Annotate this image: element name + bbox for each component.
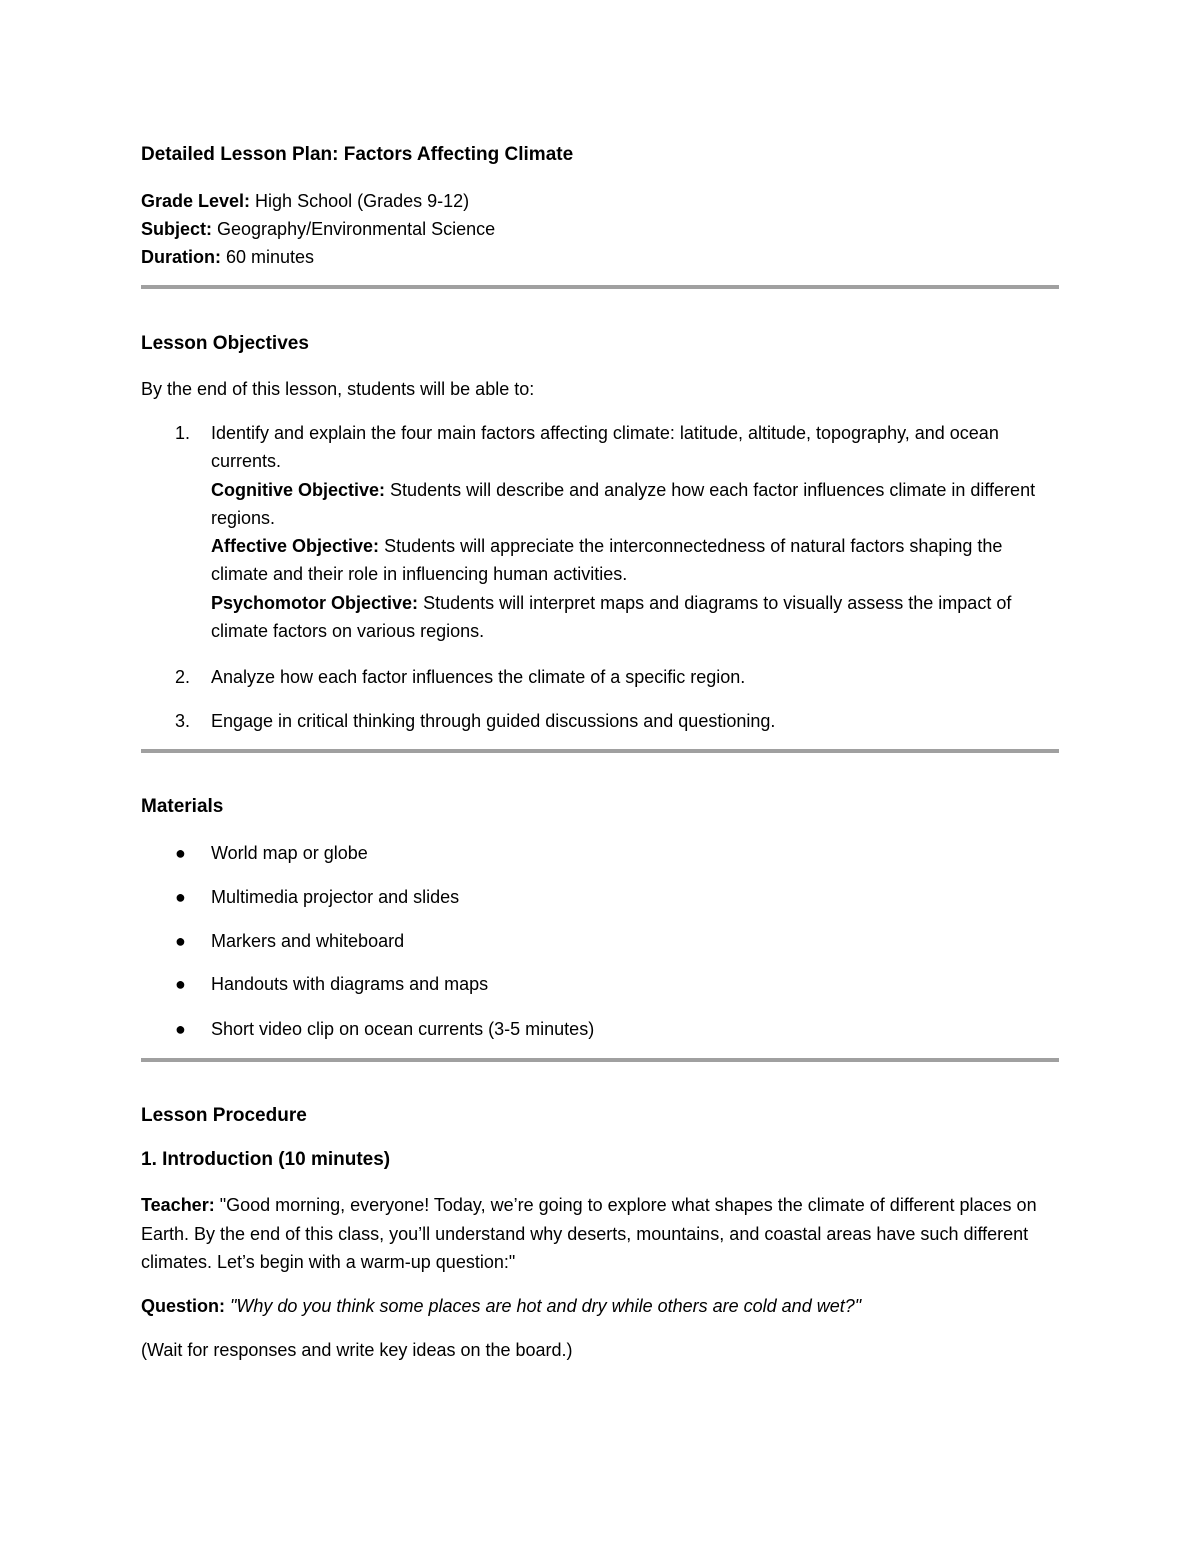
question-text: "Why do you think some places are hot and dry while others are cold and wet?" xyxy=(225,1296,862,1316)
teacher-text: "Good morning, everyone! Today, we’re going to explore what shapes the climate of different places on Earth. By the end of this class, you’ll understand why deserts, mountains, and coastal areas have such different climates. Let’s begin with a warm-up question:" xyxy=(141,1195,1037,1272)
objectives-intro: By the end of this lesson, students will be able to: xyxy=(141,379,535,399)
psychomotor-objective xyxy=(211,589,1059,646)
horizontal-rule xyxy=(141,285,1059,289)
objective-main-text: Identify and explain the four main factors affecting climate: latitude, altitude, topography, and ocean currents. xyxy=(211,423,999,472)
objective-detail: Students will describe and analyze how each factor influences climate in different regions. xyxy=(211,479,1036,528)
teacher-script xyxy=(141,1191,1059,1277)
material-text: Markers and whiteboard xyxy=(211,931,405,951)
meta-grade-level xyxy=(141,187,495,215)
procedure-heading: Lesson Procedure xyxy=(141,1105,307,1126)
objective-text: Engage in critical thinking through guided discussions and questioning. xyxy=(211,711,776,731)
lesson-meta xyxy=(141,187,495,271)
materials-heading: Materials xyxy=(141,796,224,817)
bullet-icon: ● xyxy=(175,843,186,863)
bullet-icon: ● xyxy=(175,974,186,994)
list-number: 2. xyxy=(175,667,191,687)
question-label: Question: xyxy=(141,1296,225,1316)
warmup-question xyxy=(141,1292,1059,1321)
objective-detail: Students will appreciate the interconnectedness of natural factors shaping the climate and their role in influencing human activities. xyxy=(211,536,1003,585)
document-title: Detailed Lesson Plan: Factors Affecting Climate xyxy=(141,144,574,165)
objective-label: Affective Objective: xyxy=(211,536,380,557)
bullet-icon: ● xyxy=(175,887,186,907)
teacher-note: (Wait for responses and write key ideas on the board.) xyxy=(141,1340,573,1360)
meta-value: High School (Grades 9-12) xyxy=(250,191,470,211)
horizontal-rule xyxy=(141,749,1059,753)
meta-label: Duration: xyxy=(141,247,221,267)
list-number: 3. xyxy=(175,711,191,731)
material-text: World map or globe xyxy=(211,843,368,863)
objective-text: Analyze how each factor influences the climate of a specific region. xyxy=(211,667,746,687)
meta-value: Geography/Environmental Science xyxy=(212,219,496,239)
horizontal-rule xyxy=(141,1058,1059,1062)
cognitive-objective xyxy=(211,476,1059,533)
meta-label: Grade Level: xyxy=(141,191,251,211)
meta-label: Subject: xyxy=(141,219,213,239)
objective-detail: Students will interpret maps and diagrams to visually assess the impact of climate factors on various regions. xyxy=(211,592,1012,642)
material-text: Short video clip on ocean currents (3-5 minutes) xyxy=(211,1019,595,1039)
material-text: Multimedia projector and slides xyxy=(211,887,460,907)
objective-text xyxy=(211,419,1059,645)
document-page xyxy=(141,0,1059,1553)
bullet-icon: ● xyxy=(175,1019,186,1039)
material-text: Handouts with diagrams and maps xyxy=(211,974,489,994)
meta-duration xyxy=(141,243,495,271)
teacher-label: Teacher: xyxy=(141,1195,215,1215)
meta-subject xyxy=(141,215,495,243)
bullet-icon: ● xyxy=(175,931,186,951)
meta-value: 60 minutes xyxy=(221,247,315,267)
list-number: 1. xyxy=(175,423,191,443)
objectives-heading: Lesson Objectives xyxy=(141,333,309,354)
affective-objective xyxy=(211,532,1059,589)
objective-label: Psychomotor Objective: xyxy=(211,592,419,613)
objective-label: Cognitive Objective: xyxy=(211,479,386,500)
introduction-heading: 1. Introduction (10 minutes) xyxy=(141,1149,391,1170)
